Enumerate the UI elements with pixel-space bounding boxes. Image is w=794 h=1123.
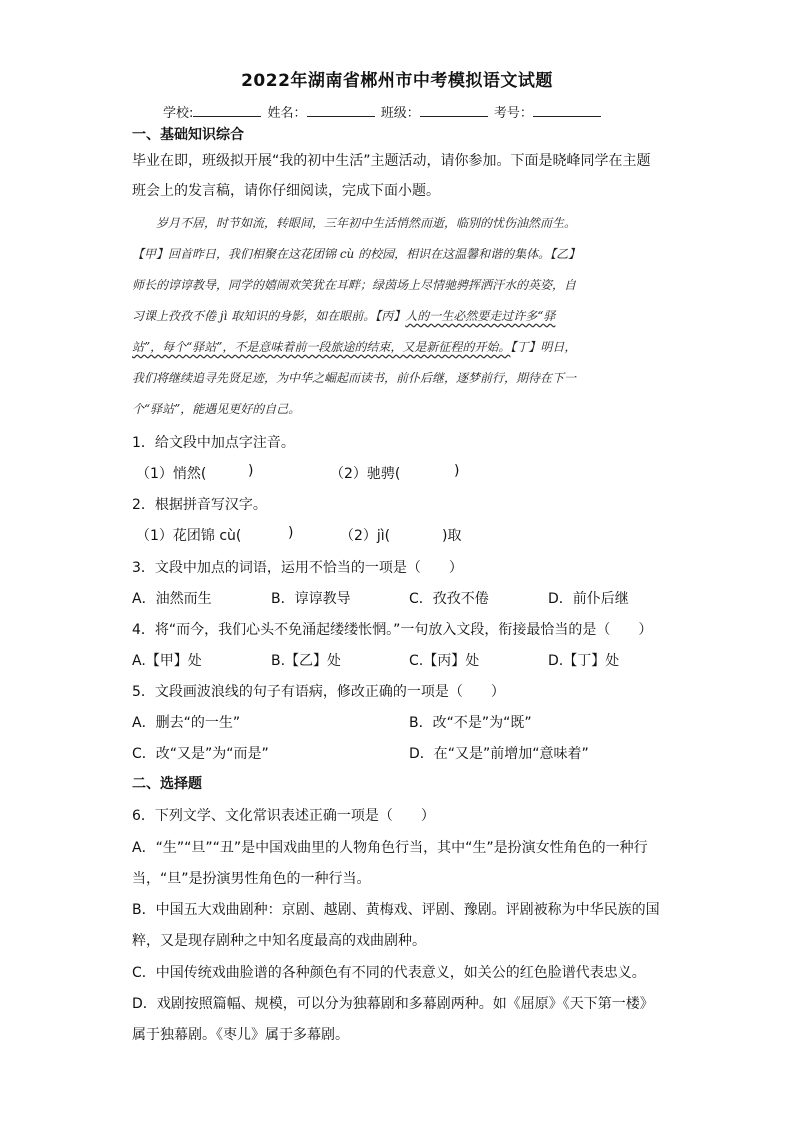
question-2-item-a: （1）花团锦 cù( bbox=[136, 528, 242, 544]
question-4-option-d[interactable]: D.【丁】处 bbox=[548, 653, 620, 669]
passage-line-3: 师长的谆谆教导，同学的嬉闹欢笑犹在耳畔；绿茵场上尽情驰骋挥洒汗水的英姿，自 bbox=[132, 278, 577, 292]
question-3-option-a[interactable]: A．油然而生 bbox=[132, 591, 212, 607]
question-5-option-c[interactable]: C．改“又是”为“而是” bbox=[132, 746, 269, 762]
student-info-line bbox=[163, 102, 603, 121]
passage-line-6: 我们将继续追寻先贤足迹，为中华之崛起而读书，前仆后继，逐梦前行，期待在下一 bbox=[132, 371, 577, 385]
question-4-option-a[interactable]: A.【甲】处 bbox=[132, 653, 202, 669]
name-label: 姓名： bbox=[267, 106, 307, 121]
question-6-option-d-line-1[interactable]: D．戏剧按照篇幅、规模，可以分为独幕剧和多幕剧两种。如《屈原》《天下第一楼》 bbox=[132, 996, 654, 1012]
question-4-option-c[interactable]: C.【丙】处 bbox=[409, 653, 480, 669]
question-6-option-d-line-2[interactable]: 属于独幕剧。《枣儿》属于多幕剧。 bbox=[132, 1027, 349, 1043]
question-6-option-b-line-1[interactable]: B．中国五大戏曲剧种：京剧、越剧、黄梅戏、评剧、豫剧。评剧被称为中华民族的国 bbox=[132, 902, 660, 918]
question-6-option-a-line-1[interactable]: A．“生”“旦”“丑”是中国戏曲里的人物角色行当，其中“生”是扮演女性角色的一种行 bbox=[132, 840, 648, 856]
passage-line-5 bbox=[132, 338, 576, 355]
question-6-option-b-line-2[interactable]: 粹，又是现存剧种之中知名度最高的戏曲剧种。 bbox=[132, 933, 426, 949]
question-1-item-a-close: ) bbox=[248, 463, 254, 479]
question-4-stem: 4．将“而今，我们心头不免涌起缕缕怅惘。”一句放入文段，衔接最恰当的是（ ） bbox=[132, 622, 653, 638]
question-3-option-b[interactable]: B．谆谆教导 bbox=[271, 591, 351, 607]
section-heading-2: 二、选择题 bbox=[132, 776, 202, 792]
wavy-sentence-part-1: 人的一生必然要走过许多“驿 bbox=[405, 309, 556, 323]
question-3-option-c[interactable]: C．孜孜不倦 bbox=[409, 591, 489, 607]
question-6-stem: 6．下列文学、文化常识表述正确一项是（ ） bbox=[132, 808, 435, 824]
passage-text: 习课上孜孜不倦 jì 取知识的身影，如在眼前。【丙】 bbox=[132, 309, 406, 323]
section-heading-1: 一、基础知识综合 bbox=[132, 127, 244, 143]
passage-text: 【丁】明日， bbox=[510, 340, 577, 354]
passage-line-2: 【甲】回首昨日，我们相聚在这花团锦 cù 的校园，相识在这温馨和谐的集体。【乙】 bbox=[132, 247, 581, 261]
intro-line-1: 毕业在即，班级拟开展“我的初中生活”主题活动，请你参加。下面是晓峰同学在主题 bbox=[132, 153, 651, 169]
passage-line-4 bbox=[132, 307, 555, 324]
question-1-item-b-close: ) bbox=[454, 463, 460, 479]
page-title: 2022年湖南省郴州市中考模拟语文试题 bbox=[241, 71, 553, 91]
name-blank[interactable] bbox=[307, 104, 375, 117]
question-2-item-a-close: ) bbox=[288, 525, 294, 541]
class-blank[interactable] bbox=[420, 104, 488, 117]
passage-line-1: 岁月不居，时节如流，转眼间，三年初中生活悄然而逝，临别的忧伤油然而生。 bbox=[156, 216, 577, 230]
exam-number-label: 考号： bbox=[493, 106, 533, 121]
question-5-stem: 5．文段画波浪线的句子有语病，修改正确的一项是（ ） bbox=[132, 684, 505, 700]
question-3-option-d[interactable]: D．前仆后继 bbox=[548, 591, 629, 607]
question-5-option-b[interactable]: B．改“不是”为“既” bbox=[409, 715, 532, 731]
question-2-item-b-close: )取 bbox=[442, 528, 462, 544]
question-5-option-d[interactable]: D．在“又是”前增加“意味着” bbox=[409, 746, 589, 762]
passage-line-7: 个“驿站”，能遇见更好的自己。 bbox=[132, 402, 301, 416]
question-6-option-c[interactable]: C．中国传统戏曲脸谱的各种颜色有不同的代表意义，如关公的红色脸谱代表忠义。 bbox=[132, 965, 646, 981]
school-label: 学校: bbox=[163, 106, 194, 121]
question-1-stem: 1．给文段中加点字注音。 bbox=[132, 435, 295, 451]
question-2-item-b: （2）jì( bbox=[340, 528, 391, 544]
question-3-stem: 3．文段中加点的词语，运用不恰当的一项是（ ） bbox=[132, 560, 463, 576]
question-1-item-b: （2）驰骋( bbox=[330, 466, 401, 482]
class-label: 班级： bbox=[380, 106, 420, 121]
question-4-option-b[interactable]: B.【乙】处 bbox=[271, 653, 342, 669]
question-6-option-a-line-2[interactable]: 当，“旦”是扮演男性角色的一种行当。 bbox=[132, 871, 371, 887]
wavy-sentence-part-2: 站”，每个“驿站”，不是意味着前一段旅途的结束，又是新征程的开始。 bbox=[132, 340, 511, 354]
exam-number-blank[interactable] bbox=[533, 104, 601, 117]
school-blank[interactable] bbox=[193, 104, 261, 117]
intro-line-2: 班会上的发言稿，请你仔细阅读，完成下面小题。 bbox=[132, 183, 440, 199]
question-2-stem: 2．根据拼音写汉字。 bbox=[132, 497, 267, 513]
question-1-item-a: （1）悄然( bbox=[136, 466, 207, 482]
question-5-option-a[interactable]: A．删去“的一生” bbox=[132, 715, 241, 731]
